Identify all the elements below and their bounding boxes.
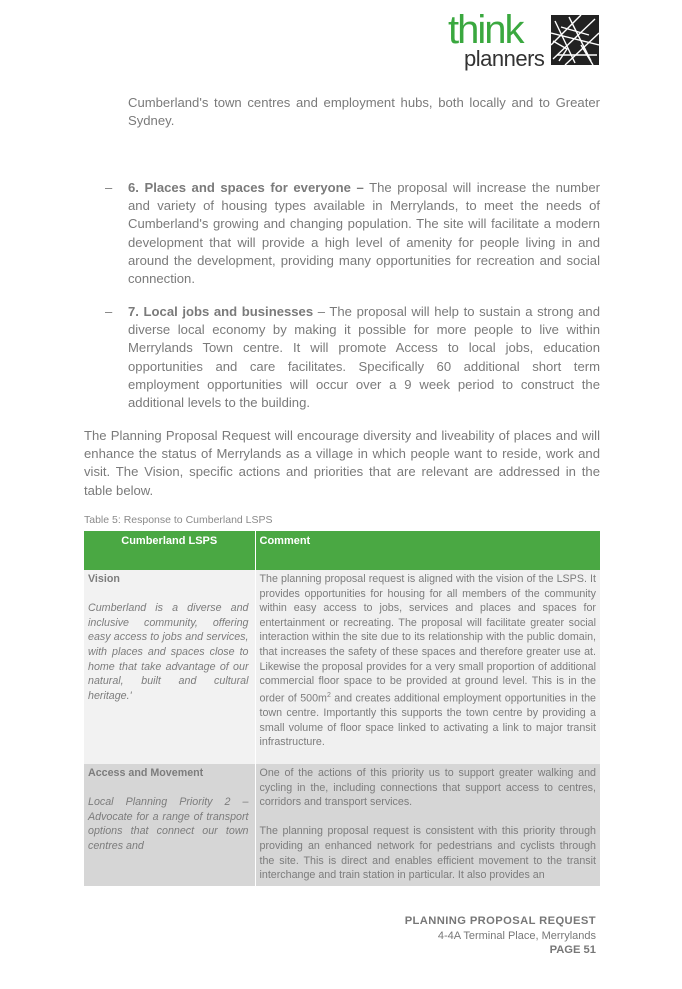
comment-cell [255, 570, 600, 764]
bullet-body: The proposal will increase the number and variety of housing types available in Merrylands, to meet the needs of Cumberland's growing and changing population. The site will facilitate a modern development that will provide a high level of amenity for people living in and around the development, providing many opportunities for recreation and social connection. [128, 180, 600, 287]
lsps-cell [84, 570, 255, 764]
comment-text: The planning proposal request is consistent with this priority through providing an enhanced network for pedestrians and cyclists through the site. This is direct and enables efficient movement to the transit interchange and train station in particular. It also provides an [259, 825, 596, 882]
footer-address: 4-4A Terminal Place, Merrylands [437, 930, 596, 942]
comment-text: One of the actions of this priority us to support greater walking and cycling in the, including connections that support access to centres, corridors and transport services. [259, 767, 596, 809]
row-title: Access and Movement [88, 767, 204, 779]
table-row [84, 764, 600, 886]
superscript: 2 [326, 691, 331, 699]
lsps-response-table [84, 531, 600, 886]
bullet-places-and-spaces [128, 179, 600, 288]
row-subtitle: Cumberland is a diverse and inclusive community, offering easy access to jobs and services, with places and spaces close to home that take advantage of our natural, built and cultural heritage.' [88, 602, 249, 702]
comment-text: The planning proposal request is aligned with the vision of the LSPS. It provides opportunities for housing for all members of the community within easy access to jobs, services and places and spaces for entertainment or recreating. The proposal will facilitate greater social interaction within the site due to its relationship with the public domain, that increases the safety of these spaces and therefore greater use at. Likewise the proposal provides for a very small proportion of additional commercial floor space to be provided at ground level. This is in the order of 500m [259, 573, 596, 705]
table-row [84, 570, 600, 764]
column-header-lsps: Cumberland LSPS [84, 531, 255, 570]
intro-paragraph: The Planning Proposal Request will encourage diversity and liveability of places and will enhance the status of Merrylands as a village in which people want to reside, work and visit. The Vision, specific actions and priorities that are relevant are addressed in the table below. [84, 428, 600, 498]
logo-map-mark-icon [551, 15, 599, 65]
logo-planners-text: planners [464, 46, 545, 71]
logo-think-text: think [448, 8, 523, 52]
think-planners-logo [448, 8, 600, 71]
bullet-local-jobs [128, 303, 600, 412]
continuation-paragraph: Cumberland's town centres and employment hubs, both locally and to Greater Sydney. [128, 95, 600, 129]
bullet-heading: 6. Places and spaces for everyone – [128, 180, 364, 195]
row-subtitle: Local Planning Priority 2 – Advocate for a range of transport options that connect our town centres and [88, 796, 249, 852]
bullet-heading: 7. Local jobs and businesses [128, 304, 314, 319]
footer-page-number: PAGE 51 [549, 944, 596, 956]
column-header-comment: Comment [255, 531, 600, 570]
row-title: Vision [88, 573, 120, 585]
bullet-marker: – [105, 304, 113, 319]
lsps-cell [84, 764, 255, 886]
comment-cell [255, 764, 600, 886]
bullet-marker: – [105, 180, 113, 195]
table-header-row [84, 531, 600, 570]
comment-text: and creates additional employment opportunities in the town centre. Importantly this supports the town centre by providing a small volume of floor space linked to activating a link to major transit infrastructure. [259, 692, 596, 749]
table-caption: Table 5: Response to Cumberland LSPS [84, 514, 273, 526]
footer-title: PLANNING PROPOSAL REQUEST [404, 915, 596, 927]
bullet-body: – The proposal will help to sustain a strong and diverse local economy by making it possible for more people to live within Merrylands Town centre. It will promote Access to local jobs, education opportunities and care facilitates. Specifically 60 additional short term employment opportunities will occur over a 9 week period to construct the additional levels to the building. [128, 304, 600, 411]
